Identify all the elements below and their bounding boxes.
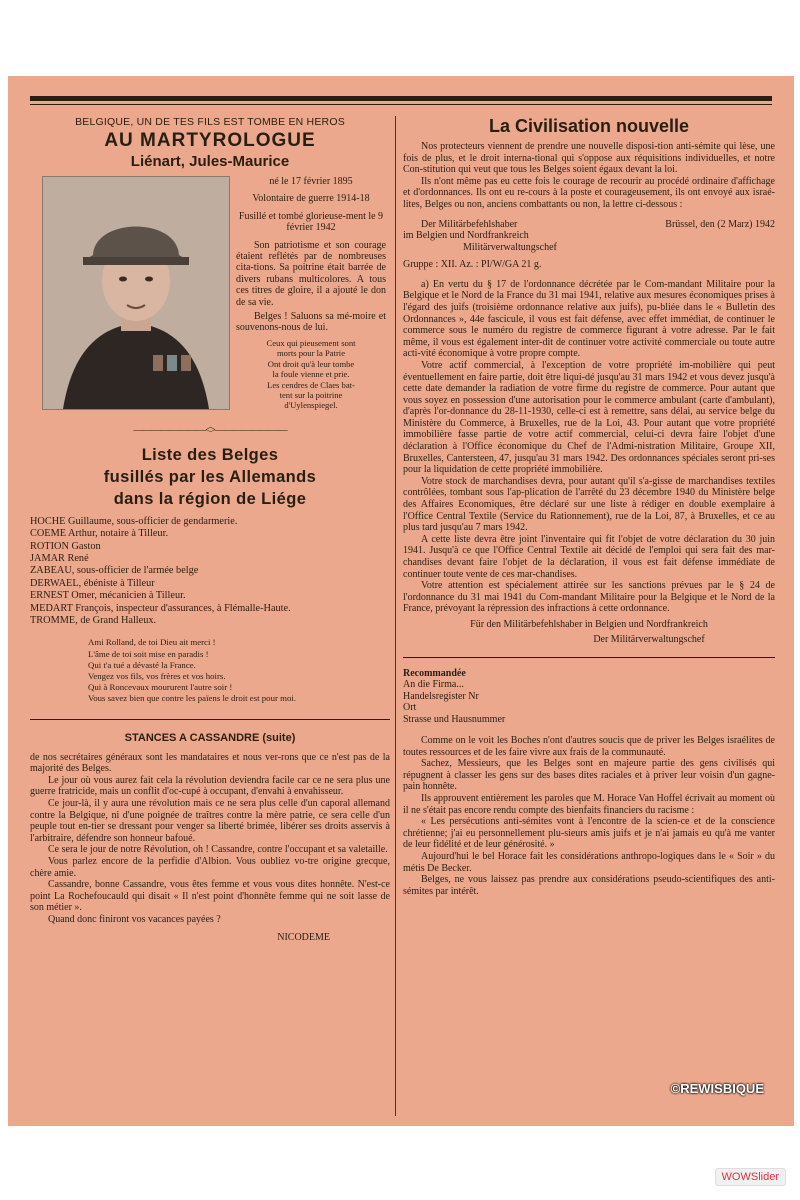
letter-from-2: im Belgien und Nordfrankreich xyxy=(403,229,529,241)
recommande-line: Ort xyxy=(403,702,417,714)
top-rule-thick xyxy=(30,96,772,101)
letter-body xyxy=(403,279,775,615)
paragraph: « Les persécutions anti-sémites vont à l'encontre de la scien-ce et de la conscience chrétienne; j'ai eu personnellement plu-sieurs amis juifs et je n'ai jamais eu qu'à me vanter de leur fidélité et de leur générosité. » xyxy=(403,816,775,851)
paragraph: A cette liste devra être joint l'inventaire qui fit l'objet de votre déclaration du 30 juin 1941. Jusqu'à ce que l'Office Central Textile ait décidé de l'emploi qui sera fait des mar-chandises devant faire l'objet de la déclaration, il vous est fait défense immédiate de continuer toute vente de ces mar-chandises. xyxy=(403,533,775,580)
recommande-line: Strasse und Hausnummer xyxy=(403,713,506,725)
list-title xyxy=(30,444,390,510)
letter-header-line xyxy=(403,219,775,230)
letter-from: Der Militärbefehlshaber xyxy=(421,218,518,230)
list-title-line: fusillés par les Allemands xyxy=(103,467,317,486)
recommande-line: Handelsregister Nr xyxy=(403,690,479,702)
list-item: DERWAEL, ébéniste à Tilleur xyxy=(30,577,155,589)
article-intro xyxy=(403,141,775,211)
letter-header xyxy=(403,219,775,271)
poem-line: Vengez vos fils, vos frères et vos hoirs. xyxy=(88,670,226,681)
letter-place-date: Brüssel, den (2 Marz) 1942 xyxy=(665,218,775,230)
bio-call: Belges ! Saluons sa mé-moire et souvenons-nous de lui. xyxy=(236,311,386,334)
paragraph: Comme on le voit les Boches n'ont d'autres soucis que de priver les Belges israélites de toutes ressources et de les faire vivre aux frais de la communauté. xyxy=(403,735,775,758)
list-item: COEME Arthur, notaire à Tilleur. xyxy=(30,528,169,540)
bio-poem-line: Ont droit qu'à leur tombe xyxy=(267,358,355,369)
paragraph: Ce sera le jour de notre Révolution, oh ! Cassandre, contre l'occupant et sa valetaille. xyxy=(48,844,388,856)
portrait-block xyxy=(30,176,390,411)
bio-poem-line: tent sur la poitrine xyxy=(279,389,343,400)
stances-title: STANCES A CASSANDRE (suite) xyxy=(124,731,296,744)
list-item: TROMME, de Grand Halleux. xyxy=(30,614,157,626)
left-column xyxy=(30,112,390,943)
poem-line: Ami Rolland, de toi Dieu ait merci ! xyxy=(88,637,216,648)
portrait-photo xyxy=(42,176,230,410)
paragraph: Belges, ne vous laissez pas prendre aux considérations pseudo-scientifiques des anti-sémites par intérêt. xyxy=(403,874,775,897)
bio-birth: né le 17 février 1895 xyxy=(269,176,353,187)
letter-reference: Gruppe : XII. Az. : PI/W/GA 21 g. xyxy=(403,259,542,271)
paragraph: a) En vertu du § 17 de l'ordonnance décrétée par le Com-mandant Militaire pour la Belgique et le Nord de la France du 31 mai 1941, relative aux mesures économiques prises à l'égard des juifs (troisième ordonnance relative aux juifs), pu-bliée dans le « Bulletin des Ordonnances », 44e fascicule, il vous est fait défense, avec effet immédiat, de continuer le commerce sous le numéro du registre de commerce figurant à votre adresse. Par le fait même, il vous est également inter-dit de continuer votre activité commerciale ou toute autre acti-vité économique à votre propre compte. xyxy=(403,278,775,360)
signature: NICODEME xyxy=(277,931,330,943)
paragraph: Aujourd'hui le bel Horace fait les considérations anthropo-logiques dans le « Soir » du métis De Becker. xyxy=(403,850,775,874)
paragraph: Quand donc finiront vos vacances payées ? xyxy=(48,913,221,925)
list-title-line: Liste des Belges xyxy=(141,445,279,464)
list-item: ROTION Gaston xyxy=(30,540,101,552)
ornament-divider: ————————<>———————— xyxy=(133,424,287,436)
section-rule xyxy=(30,719,390,720)
poem-line: Vous savez bien que contre les païens le droit est pour moi. xyxy=(88,693,296,704)
names-list xyxy=(30,516,390,628)
paragraph: Sachez, Messieurs, que les Belges sont en majeure partie des gens civilisés qui répugnent à classer les gens sur des bases dites raciales et à priver leur voisin d'un gagne-pain honnête. xyxy=(403,758,775,793)
signoff-line-2: Der Militärverwaltungschef xyxy=(593,633,705,645)
roland-poem xyxy=(88,637,390,704)
list-item: MEDART François, inspecteur d'assurances, à Flémalle-Haute. xyxy=(30,602,291,614)
poem-line: Qui t'a tué a dévasté la France. xyxy=(88,659,196,670)
list-title-line: dans la région de Liége xyxy=(113,489,307,508)
column-divider xyxy=(395,116,396,1116)
bio-poem-line: la foule vienne et prie. xyxy=(272,369,350,380)
paragraph: Votre stock de marchandises devra, pour autant qu'il s'a-gisse de marchandises textiles contrôlées, tombant sous l'ap-plication de l'arrêté du 23 décembre 1940 du Ministère belge des Affaires Economiques, être déclaré sur une liste à rédiger en double exemplaire à l'Office Central Textile (Service du Rationnement), rue de la Loi, 87, à Bruxelles, et ce au plus tard jusqu'au 7 mars 1942. xyxy=(403,475,775,534)
bio-death: Fusillé et tombé glorieuse-ment le 9 février 1942 xyxy=(238,210,384,234)
paragraph: de nos secrétaires généraux sont les mandataires et nous ver-rons que ce n'est pas de la majorité des Belges. xyxy=(30,751,390,775)
poem-line: L'âme de toi soit mise en paradis ! xyxy=(88,648,209,659)
wowslider-badge[interactable]: WOWSlider xyxy=(715,1168,786,1186)
martyr-name: Liénart, Jules-Maurice xyxy=(130,153,290,170)
paragraph: Cassandre, bonne Cassandre, vous êtes femme et vous vous dites honnête. N'est-ce point La Rochefoucauld qui disait « Il n'est point d'honnête femme qui ne soit lasse de son métier ». xyxy=(30,879,390,914)
list-item: HOCHE Guillaume, sous-officier de gendarmerie. xyxy=(30,515,238,527)
commentary xyxy=(403,735,775,897)
signoff-line-1: Für den Militärbefehlshaber in Belgien und Nordfrankreich xyxy=(470,618,708,630)
bio-poem-line: d'Uylenspiegel. xyxy=(284,400,338,411)
bio-volunteer: Volontaire de guerre 1914-18 xyxy=(252,193,370,205)
bio-poem-line: Les cendres de Claes bat- xyxy=(267,379,355,390)
stances-text xyxy=(30,752,390,926)
right-column xyxy=(403,112,775,897)
newspaper-page xyxy=(8,76,794,1126)
biography xyxy=(236,176,386,411)
paragraph: Ils n'ont même pas eu cette fois le courage de recourir au procédé ordinaire d'affichage et d'ordonnances. Ils ont eu re-cours à la poste et courageusement, ils ont envoyé aux israé-lites, Belges ou non, anciens combattants ou non, la lettre ci-dessous : xyxy=(403,175,775,210)
soldier-portrait-image xyxy=(43,177,229,409)
list-item: ZABEAU, sous-officier de l'armée belge xyxy=(30,565,199,577)
paragraph: Nos protecteurs viennent de prendre une nouvelle disposi-tion anti-sémite qui lèse, une fois de plus, et le droit interna-tional qui s'oppose aux réquisitions individuelles, et notre Con-stitution qui veut que tous les Belges soient égaux devant la loi. xyxy=(403,141,775,176)
bio-poem-line: Ceux qui pieusement sont xyxy=(266,337,356,348)
letter-from-3: Militärverwaltungschef xyxy=(463,241,557,253)
paragraph: Vous parlez encore de la perfidie d'Albion. Vous oubliez vo-tre origine grecque, chère amie. xyxy=(30,855,390,879)
top-rule-thin xyxy=(30,104,772,105)
section-rule xyxy=(403,657,775,658)
martyrology-title: AU MARTYROLOGUE xyxy=(104,130,316,151)
recommande-line: An die Firma... xyxy=(403,679,464,691)
list-item: ERNEST Omer, mécanicien à Tilleur. xyxy=(30,590,186,602)
recommande-label: Recommandée xyxy=(403,667,466,679)
paragraph: Le jour où vous aurez fait cela la révolution deviendra facile car ce ne sera plus une guerre fratricide, mais un conflit d'oc-cupé à occupant, d'envahi à envahisseur. xyxy=(30,774,390,798)
bio-text: Son patriotisme et son courage étaient reflétés par de nombreuses cita-tions. Sa poitrine était barrée de divers rubans multicolores. A tous ces titres de gloire, il a ajouté le don de sa vie. xyxy=(236,239,386,308)
paragraph: Ce jour-là, il y aura une révolution mais ce ne sera plus celle d'un caporal allemand contre la Belgique, ni d'une poignée de traîtres contre la mère patrie, ce sera celle d'un peuple tout en-tier se dressant pour venger sa liberté brimée, libérer ses droits asservis à l'arbitraire, défendre son honneur bafoué. xyxy=(30,797,390,844)
copyright-watermark: ©REWISBIQUE xyxy=(670,1081,764,1096)
poem-line: Qui à Roncevaux moururent l'autre soir ! xyxy=(88,682,233,693)
kicker: BELGIQUE, UN DE TES FILS EST TOMBE EN HEROS xyxy=(75,116,345,128)
article-title: La Civilisation nouvelle xyxy=(488,116,690,136)
paragraph: Ils approuvent entièrement les paroles que M. Horace Van Hoffel écrivait au moment où il ne s'était pas encore rendu compte des bienfaits financiers du racisme : xyxy=(403,792,775,816)
bio-poem-line: morts pour la Patrie xyxy=(276,348,346,359)
list-item: JAMAR René xyxy=(30,552,89,564)
paragraph: Votre actif commercial, à l'exception de votre propriété im-mobilière qui peut éventuellement en faire partie, doit être liqui-dé jusqu'au 31 mars 1942 et vous devez jusqu'à cette date demander la radiation de votre firme du registre de commerce. Pour autant que vous soyez en possession d'une autorisation pour le commerce ambulant (carte d'ambulant), d'après l'or-donnance du 28-11-1930, celle-ci est à remettre, sans délai, au service belge du Ministère du Commerce, à Bruxelles, rue de la Loi, 43. Pour autant que votre propriété immobilière fasse partie de votre actif commercial, celui-ci devra faire l'objet d'une déclaration à l'Office économique du Chef de l'Admi-nistration Militaire, Groupe XII, Bruxelles, Cantersteen, 47, jusqu'au 31 mars 1942. Des ordonnances spéciales seront pri-ses pour la liquidation de cette propriété immobilière. xyxy=(403,359,775,476)
bio-poem xyxy=(236,338,386,411)
paragraph: Votre attention est spécialement attirée sur les sanctions prévues par le § 24 de l'ordonnance du 31 mai 1941 du Com-mandant Militaire pour la Belgique et le Nord de la France, prévoyant la répression des infractions à cette ordonnance. xyxy=(403,580,775,615)
recommande-block xyxy=(403,668,775,725)
